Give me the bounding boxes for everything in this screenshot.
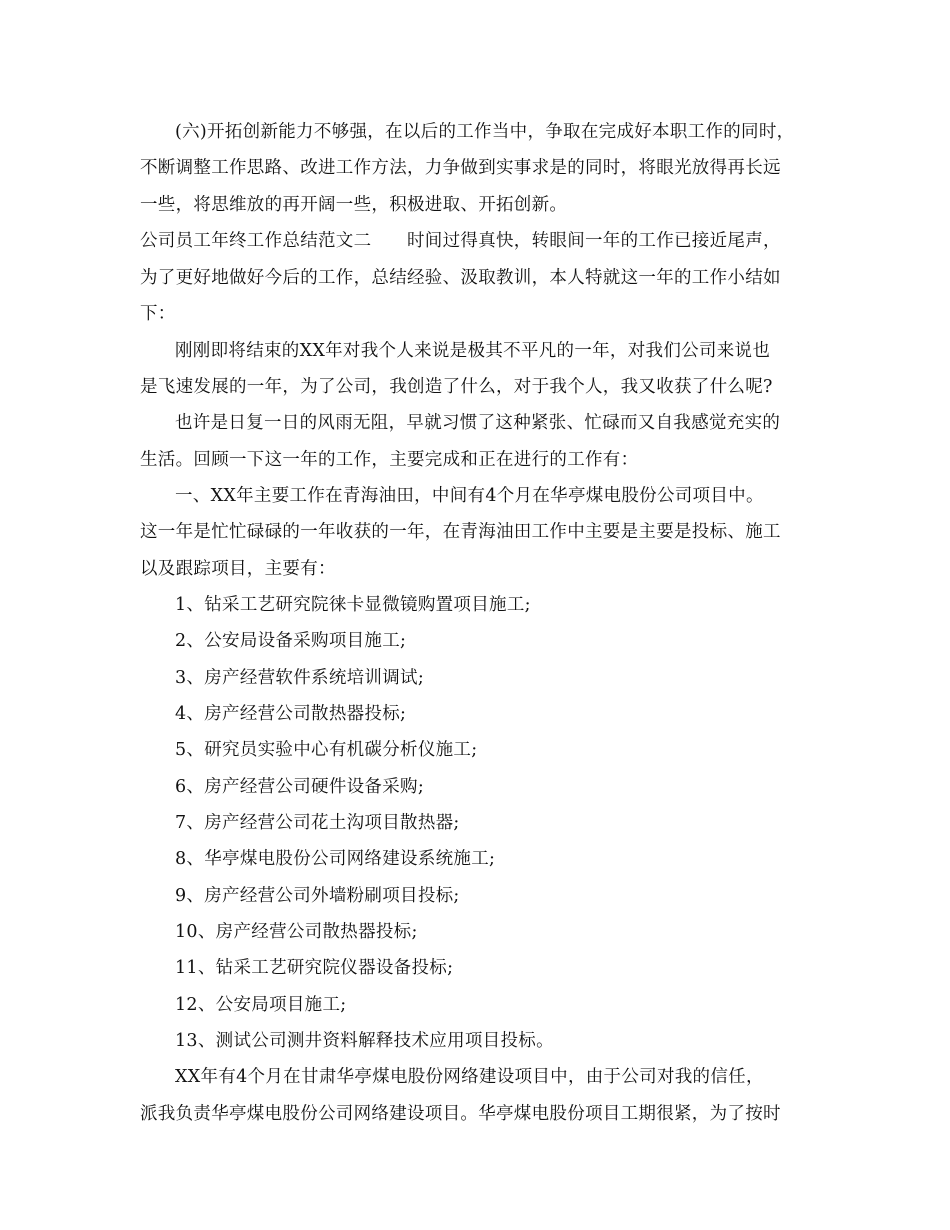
section-heading-line: 公司员工年终工作总结范文二 时间过得真快，转眼间一年的工作已接近尾声， [140, 231, 781, 251]
list-item: 2、公安局设备采购项目施工; [175, 631, 407, 651]
text-line: 生活。回顾一下这一年的工作，主要完成和正在进行的工作有： [140, 450, 639, 470]
text-line: (六)开拓创新能力不够强，在以后的工作当中，争取在完成好本职工作的同时， [175, 122, 795, 142]
list-item: 3、房产经营软件系统培训调试; [175, 668, 425, 688]
list-item: 1、钻采工艺研究院徕卡显微镜购置项目施工; [175, 595, 531, 615]
list-item: 12、公安局项目施工; [175, 995, 347, 1015]
list-item: 7、房产经营公司花土沟项目散热器; [175, 813, 460, 833]
text-line: 以及跟踪项目，主要有： [140, 559, 336, 579]
list-item: 8、华亭煤电股份公司网络建设系统施工; [175, 849, 496, 869]
text-line: 下： [140, 304, 176, 324]
text-line: 是飞速发展的一年，为了公司，我创造了什么，对于我个人，我又收获了什么呢? [140, 377, 773, 397]
text-line: 刚刚即将结束的XX年对我个人来说是极其不平凡的一年，对我们公司来说也 [175, 341, 771, 361]
text-line: 不断调整工作思路、改进工作方法，力争做到实事求是的同时，将眼光放得再长远 [140, 158, 781, 178]
list-item: 6、房产经营公司硬件设备采购; [175, 777, 425, 797]
text-line: 为了更好地做好今后的工作，总结经验、汲取教训，本人特就这一年的工作小结如 [140, 268, 781, 288]
list-item: 11、钻采工艺研究院仪器设备投标; [175, 958, 454, 978]
text-line: XX年有4个月在甘肃华亭煤电股份网络建设项目中，由于公司对我的信任， [175, 1067, 764, 1087]
text-line: 也许是日复一日的风雨无阻，早就习惯了这种紧张、忙碌而又自我感觉充实的 [175, 413, 781, 433]
list-item: 9、房产经营公司外墙粉刷项目投标; [175, 886, 460, 906]
list-item: 5、研究员实验中心有机碳分析仪施工; [175, 740, 478, 760]
text-line: 一、XX年主要工作在青海油田，中间有4个月在华亭煤电股份公司项目中。 [175, 486, 764, 506]
text-line: 派我负责华亭煤电股份公司网络建设项目。华亭煤电股份项目工期很紧，为了按时 [140, 1104, 781, 1124]
list-item: 10、房产经营公司散热器投标; [175, 922, 418, 942]
list-item: 13、测试公司测井资料解释技术应用项目投标。 [175, 1031, 554, 1051]
text-line: 这一年是忙忙碌碌的一年收获的一年，在青海油田工作中主要是主要是投标、施工 [140, 522, 781, 542]
text-line: 一些，将思维放的再开阔一些，积极进取、开拓创新。 [140, 195, 568, 215]
list-item: 4、房产经营公司散热器投标; [175, 704, 407, 724]
